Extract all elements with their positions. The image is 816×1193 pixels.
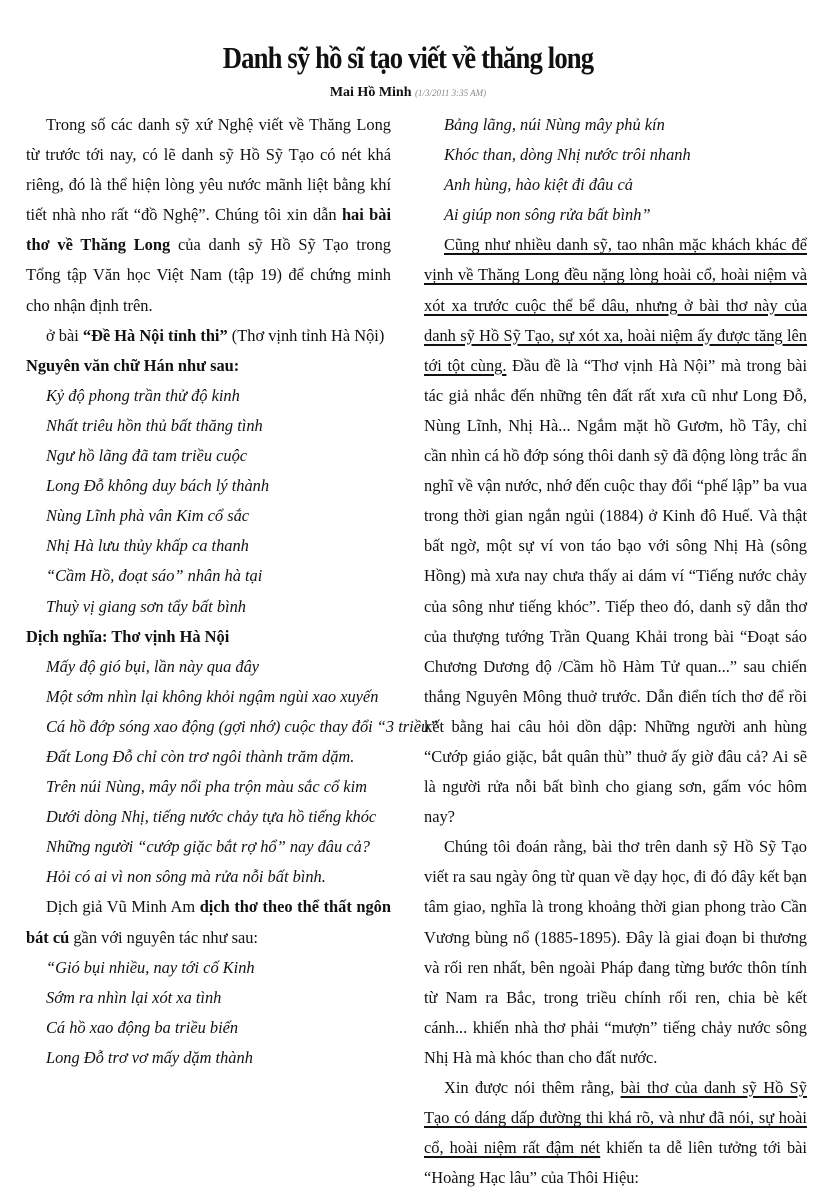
translation-poem [26, 652, 439, 893]
right-column [424, 110, 807, 1193]
verse-line: Nùng Lĩnh phà vân Kim cổ sắc [46, 506, 250, 526]
left-column [26, 110, 439, 1073]
analysis-text: Đầu đề là “Thơ vịnh Hà Nội” mà trong bài tác giả nhắc đến những tên đất rất xưa cũ như Long Đỗ, Nùng Lĩnh, Nhị Hà... Ngắm mặt hồ Gươm, hồ Tây, chỉ cần nhìn cá hồ đớp sóng thôi danh sỹ đã động lòng trắc ẩn nghĩ về vận nước, nhớ đến cuộc thay đổi “phế lập” ba vua trong thời gian ngắn ngủi (1884) ở Kinh đô Huế. Và thật bất ngờ, một sự ví von táo bạo với sông Nhị Hà (sông Hồng) mà xưa nay chưa thấy ai dám ví “Tiếng nước chảy của sông như tiếng khóc”. Tiếp theo đó, danh sỹ dẫn thơ của thượng tướng Trần Quang Khải trong bài “Đoạt sáo Chương Dương độ /Cầm hồ Hàm Tử quan...” sau chiến thắng Nguyên Mông thuở trước. Dẫn điển tích thơ để rồi kết bằng hai câu hỏi dồn dập: Những người anh hùng “Cướp giáo giặc, bắt quân thù” thuở ấy giờ đâu cả? Ai sẽ là người rửa nỗi bất bình cho giang sơn, gấm vóc hôm nay? [424, 355, 807, 827]
translator-text-end: gần với nguyên tác như sau: [69, 927, 258, 947]
verse-line: Kỷ độ phong trần thử độ kinh [46, 385, 240, 405]
poem-reference [26, 321, 391, 351]
han-heading: Nguyên văn chữ Hán như sau: [26, 355, 240, 375]
intro-emphasis: hai bài thơ về Thăng Long [26, 205, 391, 255]
verse-line: Long Đỗ không duy bách lý thành [46, 476, 270, 496]
timestamp: (1/3/2011 3:35 AM) [415, 88, 487, 98]
analysis-paragraph [424, 230, 807, 832]
intro-text-end: của danh sỹ Hồ Sỹ Tạo trong Tổng tập Văn học Việt Nam (tập 19) để chứng minh cho nhận định trên. [26, 235, 391, 315]
verse-translation-cont [424, 110, 807, 230]
han-poem [26, 381, 391, 622]
verse-line: Ngư hồ lãng đã tam triều cuộc [46, 446, 248, 466]
underlined-passage: Cũng như nhiều danh sỹ, tao nhân mặc khách khác để vịnh về Thăng Long đều nặng lòng hoài cổ, hoài niệm và xót xa trước cuộc thể bể dâu, nhưng ở bài thơ này của danh sỹ Hồ Sỹ Tạo, sự xót xa, hoài niệm ấy được tăng lên tới tột cùng. [424, 235, 807, 375]
verse-line: Những người “cướp giặc bắt rợ hổ” nay đâu cả? [46, 837, 370, 857]
poem-ref-text: ở bài [46, 325, 83, 345]
verse-line: Dưới dòng Nhị, tiếng nước chảy tựa hồ tiếng khóc [46, 807, 377, 827]
translator-paragraph [26, 892, 391, 952]
verse-line: Cá hồ xao động ba triều biến [46, 1017, 239, 1037]
verse-translation [26, 953, 391, 1073]
verse-line: Nhất triêu hồn thủ bất thăng tình [46, 415, 263, 435]
translation-heading: Dịch nghĩa: Thơ vịnh Hà Nội [26, 626, 230, 646]
verse-line: Long Đỗ trơ vơ mấy dặm thành [46, 1047, 253, 1067]
verse-line: “Gió bụi nhiều, nay tới cố Kinh [46, 957, 255, 977]
translator-text: Dịch giả Vũ Minh Am [46, 897, 200, 917]
underlined-passage: bài thơ của danh sỹ Hồ Sỹ Tạo có dáng dấp đường thi khá rõ, và như đã nói, sự hoài cổ, hoài niệm rất đậm nét [424, 1078, 807, 1158]
byline [0, 85, 816, 101]
intro-text: Trong số các danh sỹ xứ Nghệ viết về Thăng Long từ trước tới nay, có lẽ danh sỹ Hồ Sỹ Tạo có nét khá riêng, đó là thể hiện lòng yêu nước mãnh liệt bằng khí tiết nhà nho rất “đồ Nghệ”. Chúng tôi xin dẫn [26, 115, 391, 225]
verse-line: Đất Long Đỗ chỉ còn trơ ngôi thành trăm dặm. [46, 746, 355, 766]
verse-line: Mấy độ gió bụi, lần này qua đây [46, 656, 260, 676]
poem-subtitle: (Thơ vịnh tỉnh Hà Nội) [227, 325, 385, 345]
closing-paragraph [424, 1073, 807, 1193]
verse-line: Anh hùng, hào kiệt đi đâu cả [444, 175, 633, 195]
poem-title: “Đề Hà Nội tỉnh thi” [82, 325, 228, 345]
verse-line: Bảng lãng, núi Nùng mây phủ kín [444, 115, 665, 134]
verse-line: Nhị Hà lưu thủy khấp ca thanh [46, 536, 249, 556]
closing-text-end: khiến ta dễ liên tưởng tới bài “Hoàng Hạc lâu” của Thôi Hiệu: [424, 1138, 807, 1188]
verse-line: Một sớm nhìn lại không khỏi ngậm ngùi xao xuyến [46, 686, 379, 706]
verse-line: Trên núi Nùng, mây nổi pha trộn màu sắc cổ kim [46, 777, 367, 797]
author-name: Mai Hồ Minh [329, 85, 412, 100]
translator-emphasis: dịch thơ theo thể thất ngôn bát cú [26, 897, 391, 947]
verse-line: Khóc than, dòng Nhị nước trôi nhanh [444, 145, 691, 165]
article-title: Danh sỹ hồ sĩ tạo viết về thăng long [222, 40, 594, 75]
verse-line: “Cầm Hồ, đoạt sáo” nhân hà tại [46, 566, 263, 586]
verse-line: Hỏi có ai vì non sông mà rửa nỗi bất bình. [46, 867, 326, 887]
verse-line: Cá hồ đớp sóng xao động (gợi nhớ) cuộc thay đổi “3 triều” [46, 716, 439, 736]
verse-line: Thuỳ vị giang sơn tẩy bất bình [46, 596, 246, 616]
closing-text: Xin được nói thêm rằng, [444, 1078, 621, 1097]
intro-paragraph [26, 110, 391, 321]
verse-line: Ai giúp non sông rửa bất bình” [444, 205, 651, 225]
verse-line: Sớm ra nhìn lại xót xa tình [46, 987, 222, 1007]
context-paragraph: Chúng tôi đoán rằng, bài thơ trên danh sỹ Hồ Sỹ Tạo viết ra sau ngày ông từ quan về dạy học, đi đó đây kết bạn tâm giao, nghĩa là trong khoảng thời gian phong trào Cần Vương bùng nổ (1885-1895). Đây là giai đoạn bi thương và rối ren nhất, bên ngoài Pháp đang từng bước thôn tính từ Nam ra Bắc, trong triều chính rối ren, chia bè kết cánh... khiến nhà thơ phải “mượn” tiếng chảy nước sông Nhị Hà mà khóc than cho đất nước. [424, 837, 807, 1067]
